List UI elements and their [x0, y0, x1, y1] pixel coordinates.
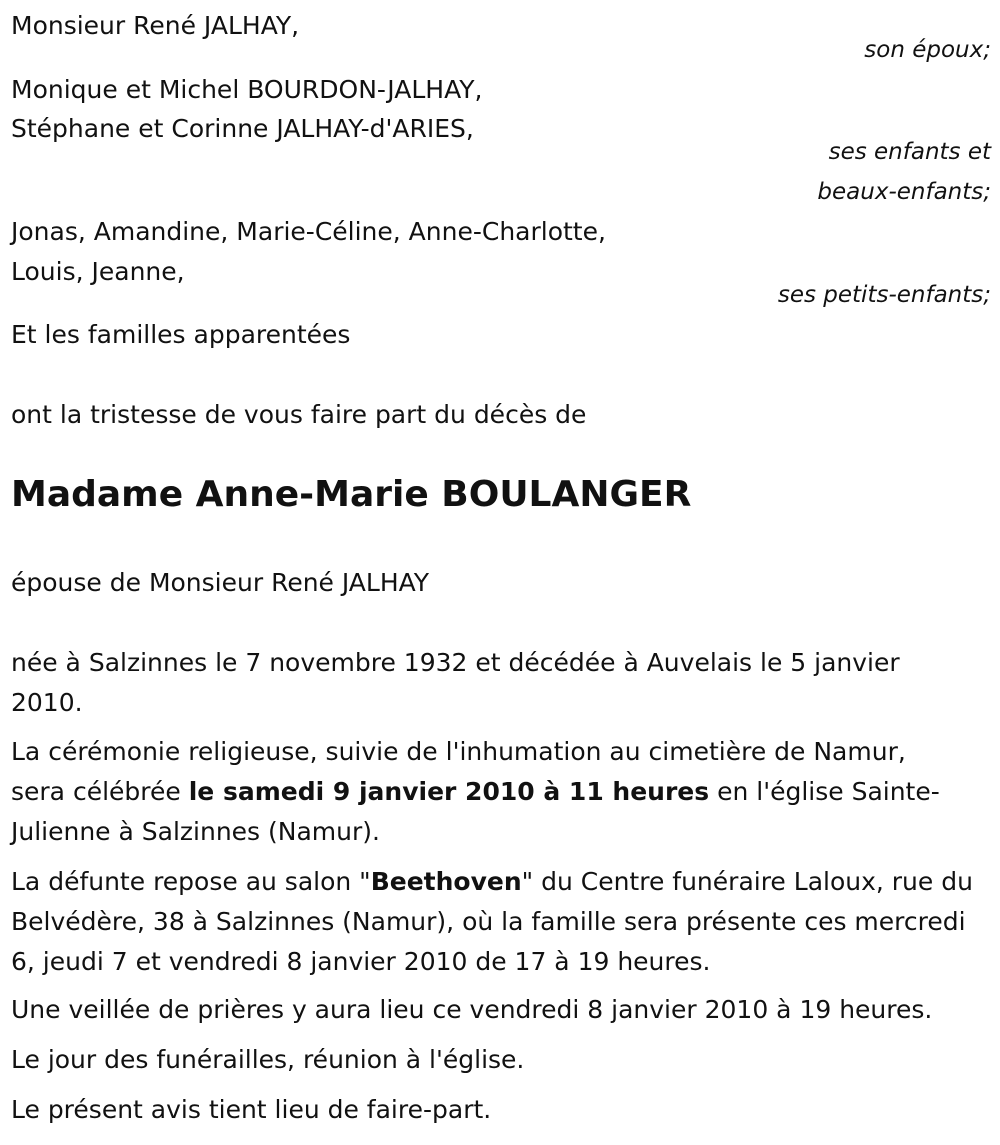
ceremony-date: le samedi 9 janvier 2010 à 11 heures	[188, 777, 710, 806]
child-name: Stéphane et Corinne JALHAY-d'ARIES,	[11, 114, 474, 143]
ceremony-text: La cérémonie religieuse, suivie de l'inhumation au cimetière de Namur, sera célébrée	[11, 737, 906, 806]
child-name: Monique et Michel BOURDON-JALHAY,	[11, 75, 483, 104]
notice-line: Le présent avis tient lieu de faire-part.	[11, 1095, 492, 1124]
deceased-name: Madame Anne-Marie BOULANGER	[11, 474, 692, 515]
grandchild-names: Louis, Jeanne,	[11, 257, 185, 286]
grandchild-names: Jonas, Amandine, Marie-Céline, Anne-Charlotte,	[11, 217, 606, 246]
announcement-line: ont la tristesse de vous faire part du décès de	[11, 400, 587, 429]
children-role-line2: beaux-enfants;	[817, 179, 991, 205]
ceremony-text: en l'église Sainte-Julienne à Salzinnes (Namur).	[11, 777, 940, 846]
birth-death-paragraph: née à Salzinnes le 7 novembre 1932 et décédée à Auvelais le 5 janvier 2010.	[11, 648, 900, 717]
relatives-line: Et les familles apparentées	[11, 320, 351, 349]
salon-name: Beethoven	[370, 867, 522, 896]
repose-text: La défunte repose au salon "	[11, 867, 371, 896]
vigil-line: Une veillée de prières y aura lieu ce vendredi 8 janvier 2010 à 19 heures.	[11, 995, 933, 1024]
repose-text: " du Centre funéraire Laloux, rue du Belvédère, 38 à Salzinnes (Namur), où la famille sera présente ces mercredi 6, jeudi 7 et vendredi 8 janvier 2010 de 17 à 19 heures.	[11, 867, 973, 976]
husband-role: son époux;	[864, 37, 991, 63]
ceremony-paragraph	[11, 732, 966, 852]
repose-paragraph	[11, 862, 986, 982]
funeral-day-line: Le jour des funérailles, réunion à l'église.	[11, 1045, 525, 1074]
grandchildren-role: ses petits-enfants;	[777, 282, 991, 308]
husband-name: Monsieur René JALHAY,	[11, 11, 300, 40]
children-role-line1: ses enfants et	[828, 139, 991, 165]
spouse-line: épouse de Monsieur René JALHAY	[11, 568, 430, 597]
